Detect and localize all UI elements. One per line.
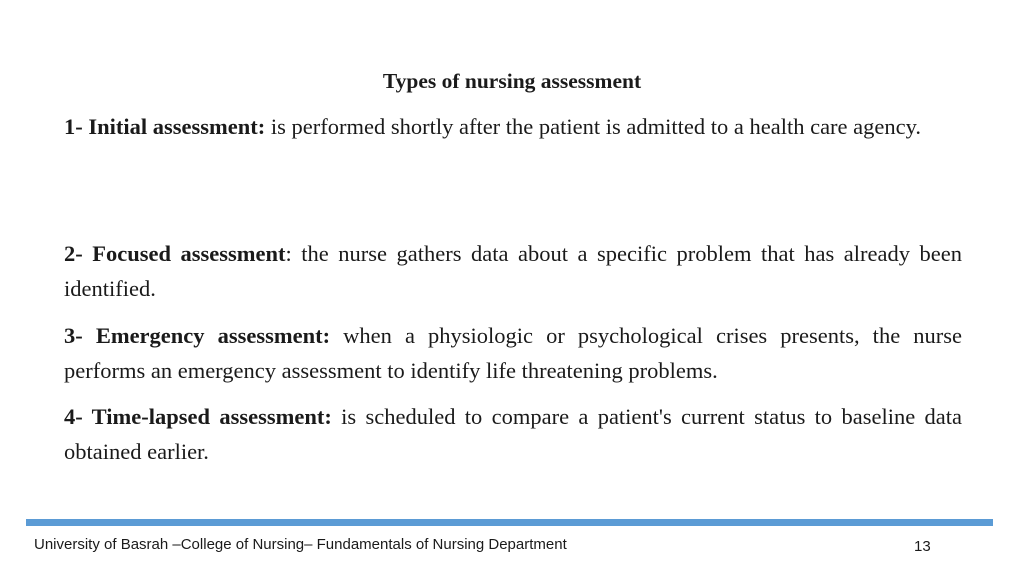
assessment-item-emergency <box>64 318 962 388</box>
page-number: 13 <box>914 538 931 555</box>
assessment-description: is performed shortly after the patient is admitted to a health care agency. <box>265 114 922 139</box>
assessment-description: : the nurse gathers data about a specific problem that has already been identified. <box>64 241 962 301</box>
slide-title: Types of nursing assessment <box>382 69 642 93</box>
assessment-term: 1- Initial assessment: <box>64 114 266 139</box>
assessment-description: is scheduled to compare a patient's current status to baseline data obtained earlier. <box>64 404 963 464</box>
footer-institution-text: University of Basrah –College of Nursing– Fundamentals of Nursing Department <box>34 536 567 553</box>
assessment-item-focused <box>64 236 962 306</box>
assessment-term: 4- Time-lapsed assessment: <box>64 404 332 429</box>
assessment-term: 3- Emergency assessment: <box>64 323 331 348</box>
assessment-item-initial <box>64 109 962 144</box>
assessment-term: 2- Focused assessment <box>64 241 286 266</box>
assessment-item-time-lapsed <box>64 399 962 469</box>
assessment-description: when a physiologic or psychological crises presents, the nurse performs an emergency assessment to identify life threatening problems. <box>64 323 962 383</box>
footer-divider-bar <box>26 519 993 526</box>
